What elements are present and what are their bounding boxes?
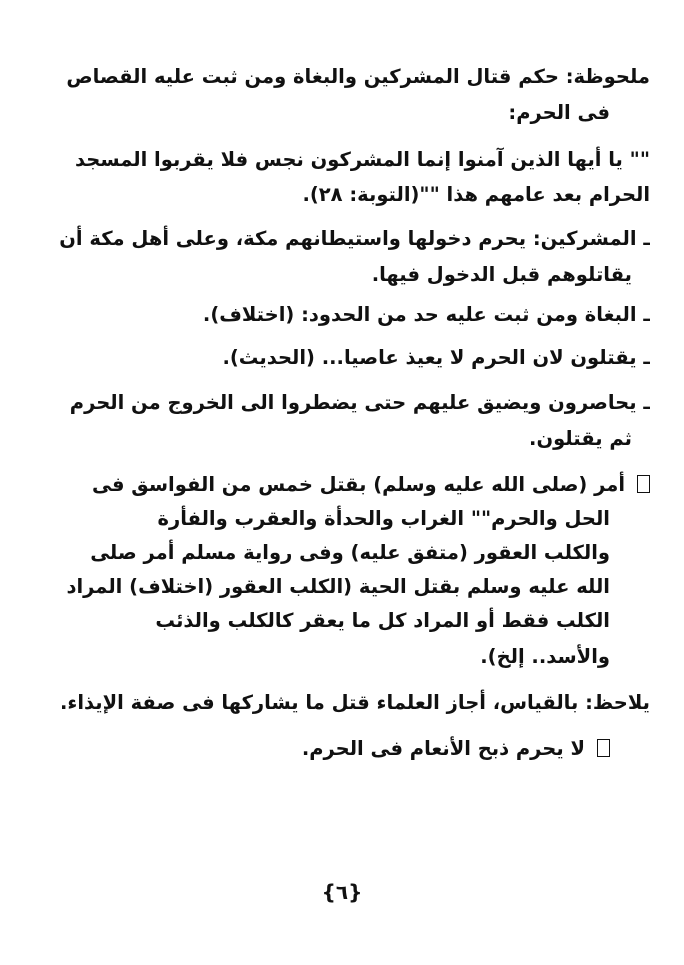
note-line-2: فى الحرم: <box>508 101 610 124</box>
verse-line-1: "" يا أيها الذين آمنوا إنما المشركون نجس فلا يقربوا المسجد <box>75 148 650 171</box>
note-text-1: حكم قتال المشركين والبغاة ومن ثبت عليه القصاص <box>66 65 559 88</box>
anam-text: لا يحرم ذبح الأنعام فى الحرم. <box>301 737 585 760</box>
verse-line-2: الحرام بعد عامهم هذا ""(التوبة: ٢٨). <box>302 183 650 206</box>
yuhasirun-line-2: ثم يقتلون. <box>529 427 632 450</box>
yulahaz-text: بالقياس، أجاز العلماء قتل ما يشاركها فى صفة الإيذاء. <box>59 691 579 714</box>
checkbox-icon <box>597 739 610 757</box>
note-label: ملحوظة: <box>565 65 650 88</box>
mushrikin-line-2: يقاتلوهم قبل الدخول فيها. <box>371 263 632 286</box>
note-line-1 <box>36 60 650 94</box>
amr-line-5: الكلب فقط أو المراد كل ما يعقر كالكلب والذئب <box>155 609 610 632</box>
amr-text-1: أمر (صلى الله عليه وسلم) بقتل خمس من الفواسق فى <box>92 473 625 496</box>
mushrikin-line-1: ـ المشركين: يحرم دخولها واستيطانهم مكة، وعلى أهل مكة أن <box>59 227 650 250</box>
amr-line-3: والكلب العقور (متفق عليه) وفى رواية مسلم أمر صلى <box>90 541 610 564</box>
bughat-line: ـ البغاة ومن ثبت عليه حد من الحدود: (اختلاف). <box>202 303 650 326</box>
amr-line-1 <box>36 468 650 502</box>
anam-line <box>36 732 610 766</box>
yulahaz-line <box>36 686 650 720</box>
amr-line-4: الله عليه وسلم بقتل الحية (الكلب العقور (اختلاف) المراد <box>66 575 610 598</box>
yuqtalun-line: ـ يقتلون لان الحرم لا يعيذ عاصيا... (الحديث). <box>222 346 650 369</box>
amr-line-2: الحل والحرم"" الغراب والحدأة والعقرب والفأرة <box>157 507 610 530</box>
amr-line-6: والأسد.. إلخ). <box>480 645 610 668</box>
checkbox-icon <box>637 475 650 493</box>
page-number: {٦} <box>321 880 363 904</box>
yuhasirun-line-1: ـ يحاصرون ويضيق عليهم حتى يضطروا الى الخروج من الحرم <box>69 391 650 414</box>
yulahaz-label: يلاحظ: <box>585 691 650 714</box>
